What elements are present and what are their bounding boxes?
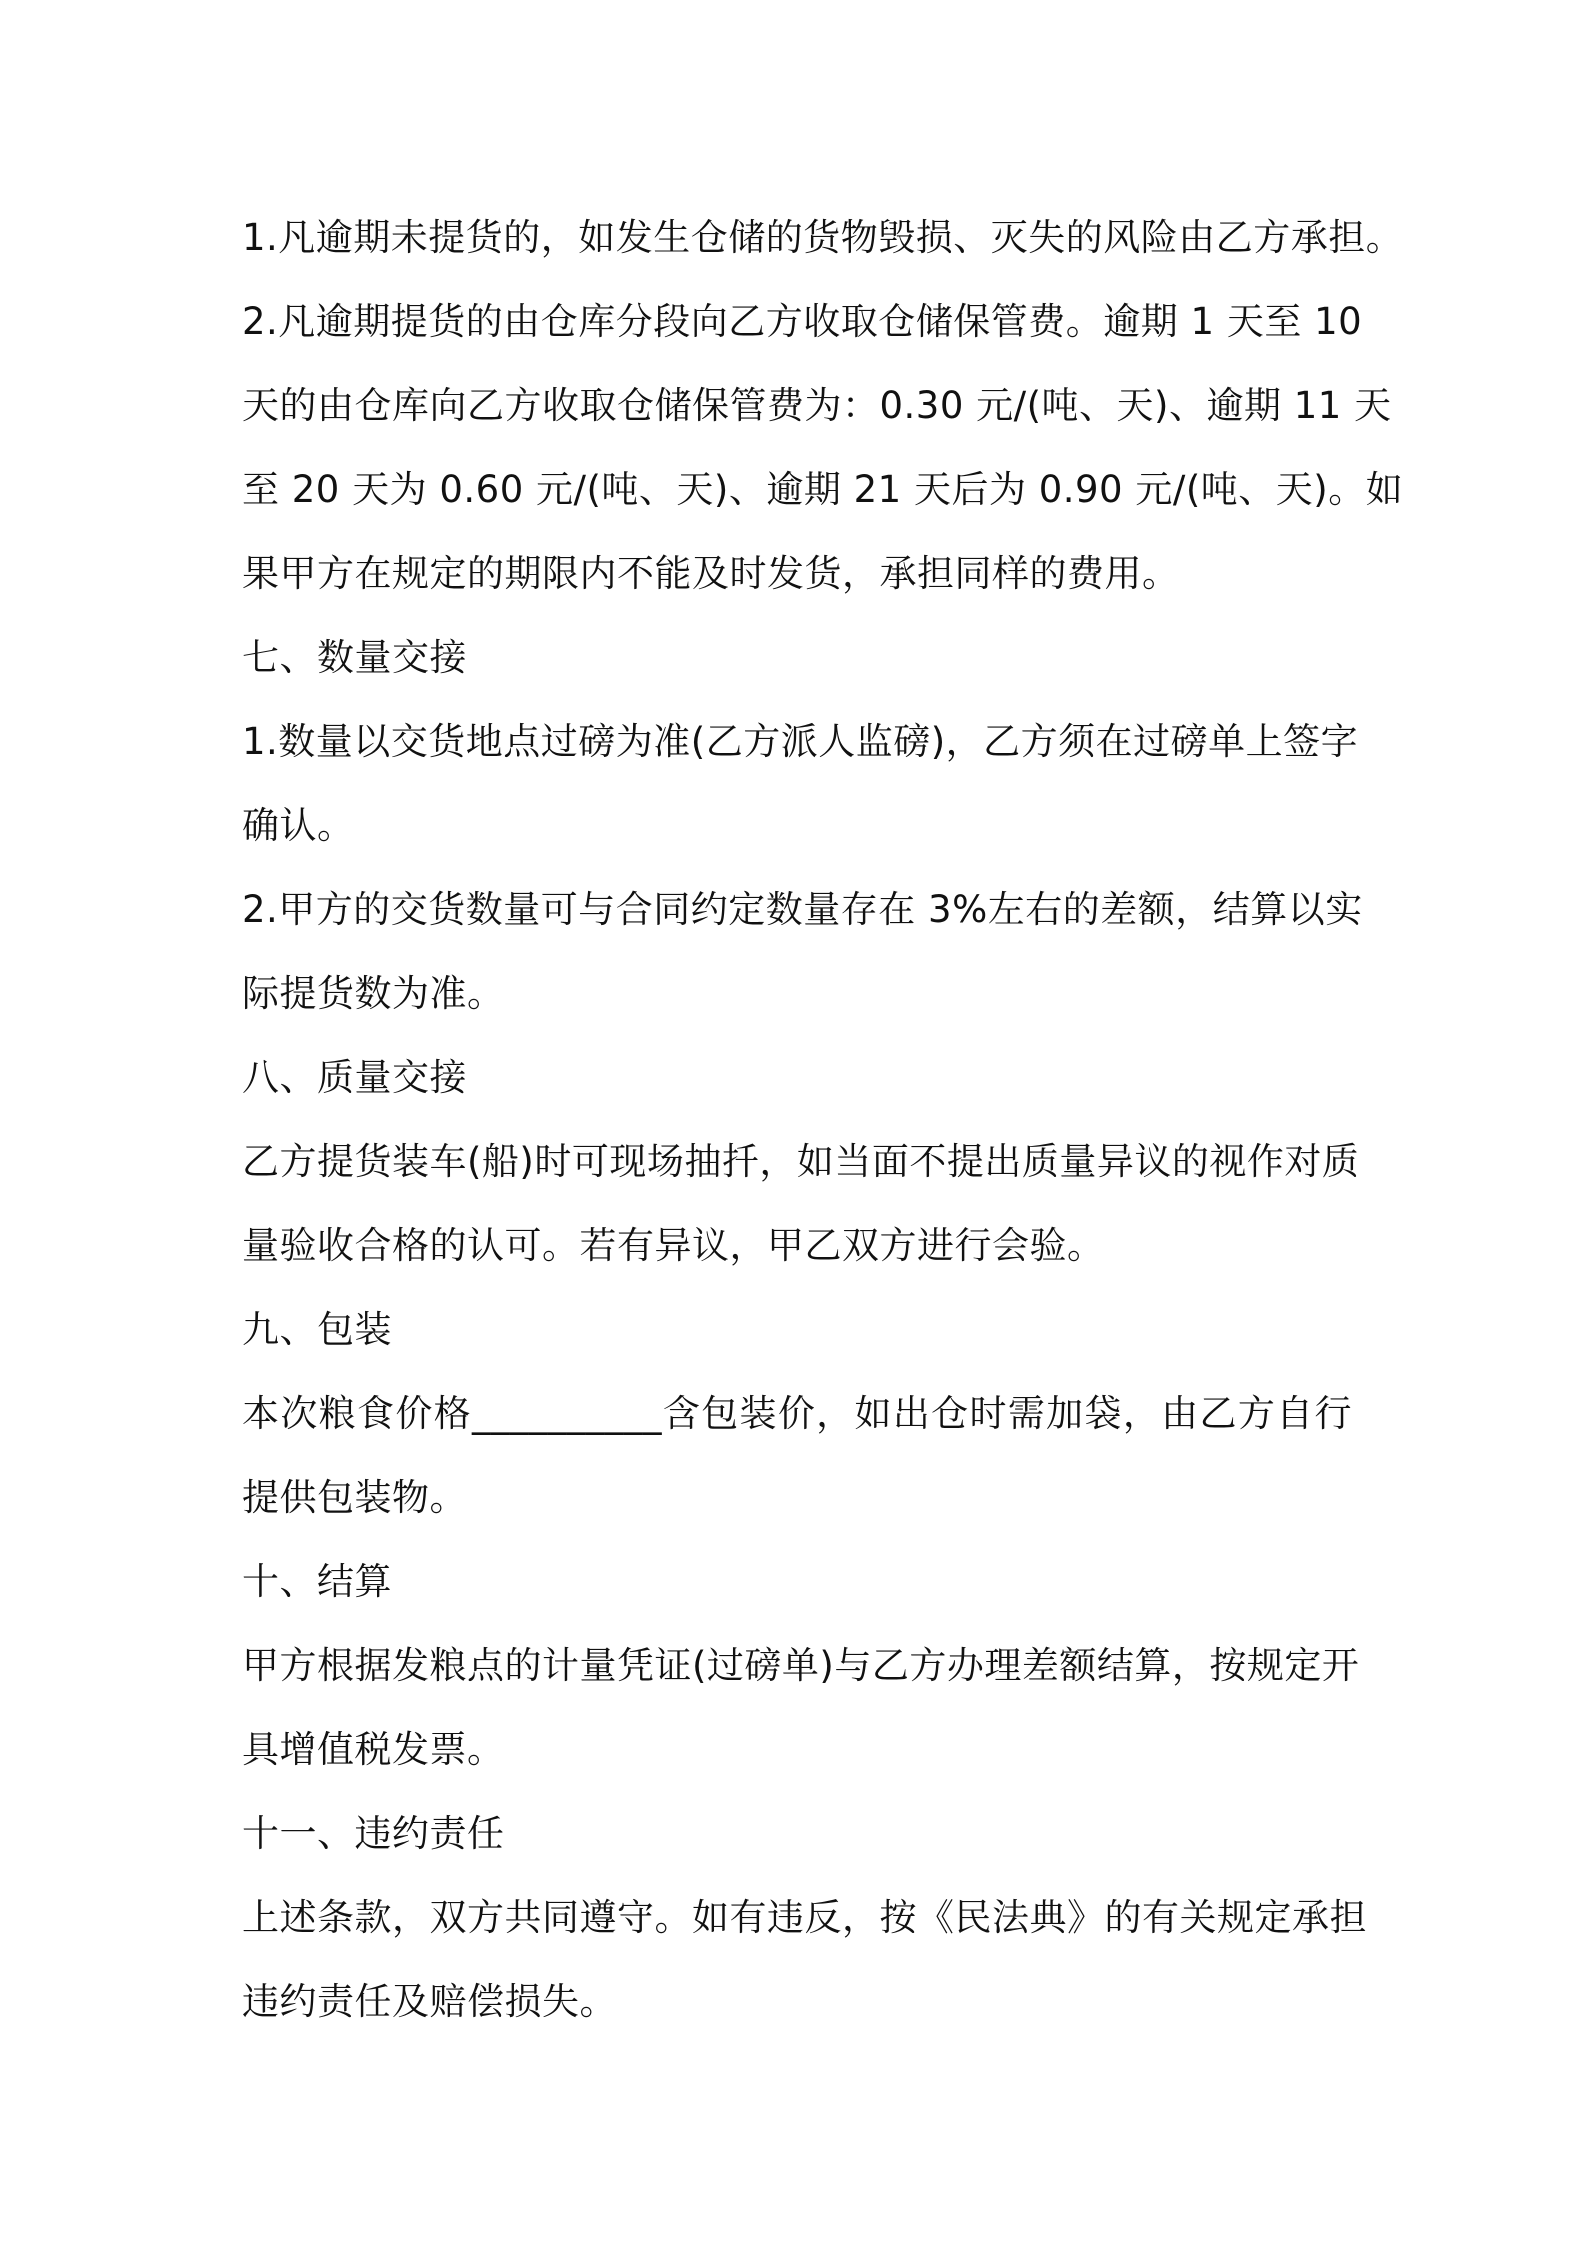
paragraph-line: 2.凡逾期提货的由仓库分段向乙方收取仓储保管费。逾期 1 天至 10 <box>242 300 1363 343</box>
section-heading: 十、结算 <box>242 1560 392 1603</box>
paragraph-line: 天的由仓库向乙方收取仓储保管费为：0.30 元/(吨、天)、逾期 11 天 <box>242 384 1392 427</box>
paragraph-line: 上述条款，双方共同遵守。如有违反，按《民法典》的有关规定承担 <box>242 1896 1367 1939</box>
paragraph-line: 果甲方在规定的期限内不能及时发货，承担同样的费用。 <box>242 552 1180 595</box>
paragraph-line: 确认。 <box>242 804 355 847</box>
paragraph-line: 1.凡逾期未提货的，如发生仓储的货物毁损、灭失的风险由乙方承担。 <box>242 216 1404 259</box>
paragraph-line: 至 20 天为 0.60 元/(吨、天)、逾期 21 天后为 0.90 元/(吨、天)。如 <box>242 468 1404 511</box>
paragraph-line: 违约责任及赔偿损失。 <box>242 1980 617 2023</box>
section-heading: 九、包装 <box>242 1308 392 1351</box>
paragraph-line: 乙方提货装车(船)时可现场抽扦，如当面不提出质量异议的视作对质 <box>242 1140 1360 1183</box>
section-heading: 七、数量交接 <box>242 636 467 679</box>
paragraph-line: 际提货数为准。 <box>242 972 505 1015</box>
section-heading: 十一、违约责任 <box>242 1812 505 1855</box>
paragraph-line: 本次粮食价格__________含包装价，如出仓时需加袋，由乙方自行 <box>242 1392 1352 1435</box>
paragraph-line: 甲方根据发粮点的计量凭证(过磅单)与乙方办理差额结算，按规定开 <box>242 1644 1360 1687</box>
paragraph-line: 2.甲方的交货数量可与合同约定数量存在 3%左右的差额，结算以实 <box>242 888 1363 931</box>
contract-page <box>242 196 1404 2044</box>
paragraph-line: 1.数量以交货地点过磅为准(乙方派人监磅)，乙方须在过磅单上签字 <box>242 720 1359 763</box>
paragraph-line: 具增值税发票。 <box>242 1728 505 1771</box>
paragraph-line: 量验收合格的认可。若有异议，甲乙双方进行会验。 <box>242 1224 1105 1267</box>
paragraph-line: 提供包装物。 <box>242 1476 467 1519</box>
section-heading: 八、质量交接 <box>242 1056 467 1099</box>
